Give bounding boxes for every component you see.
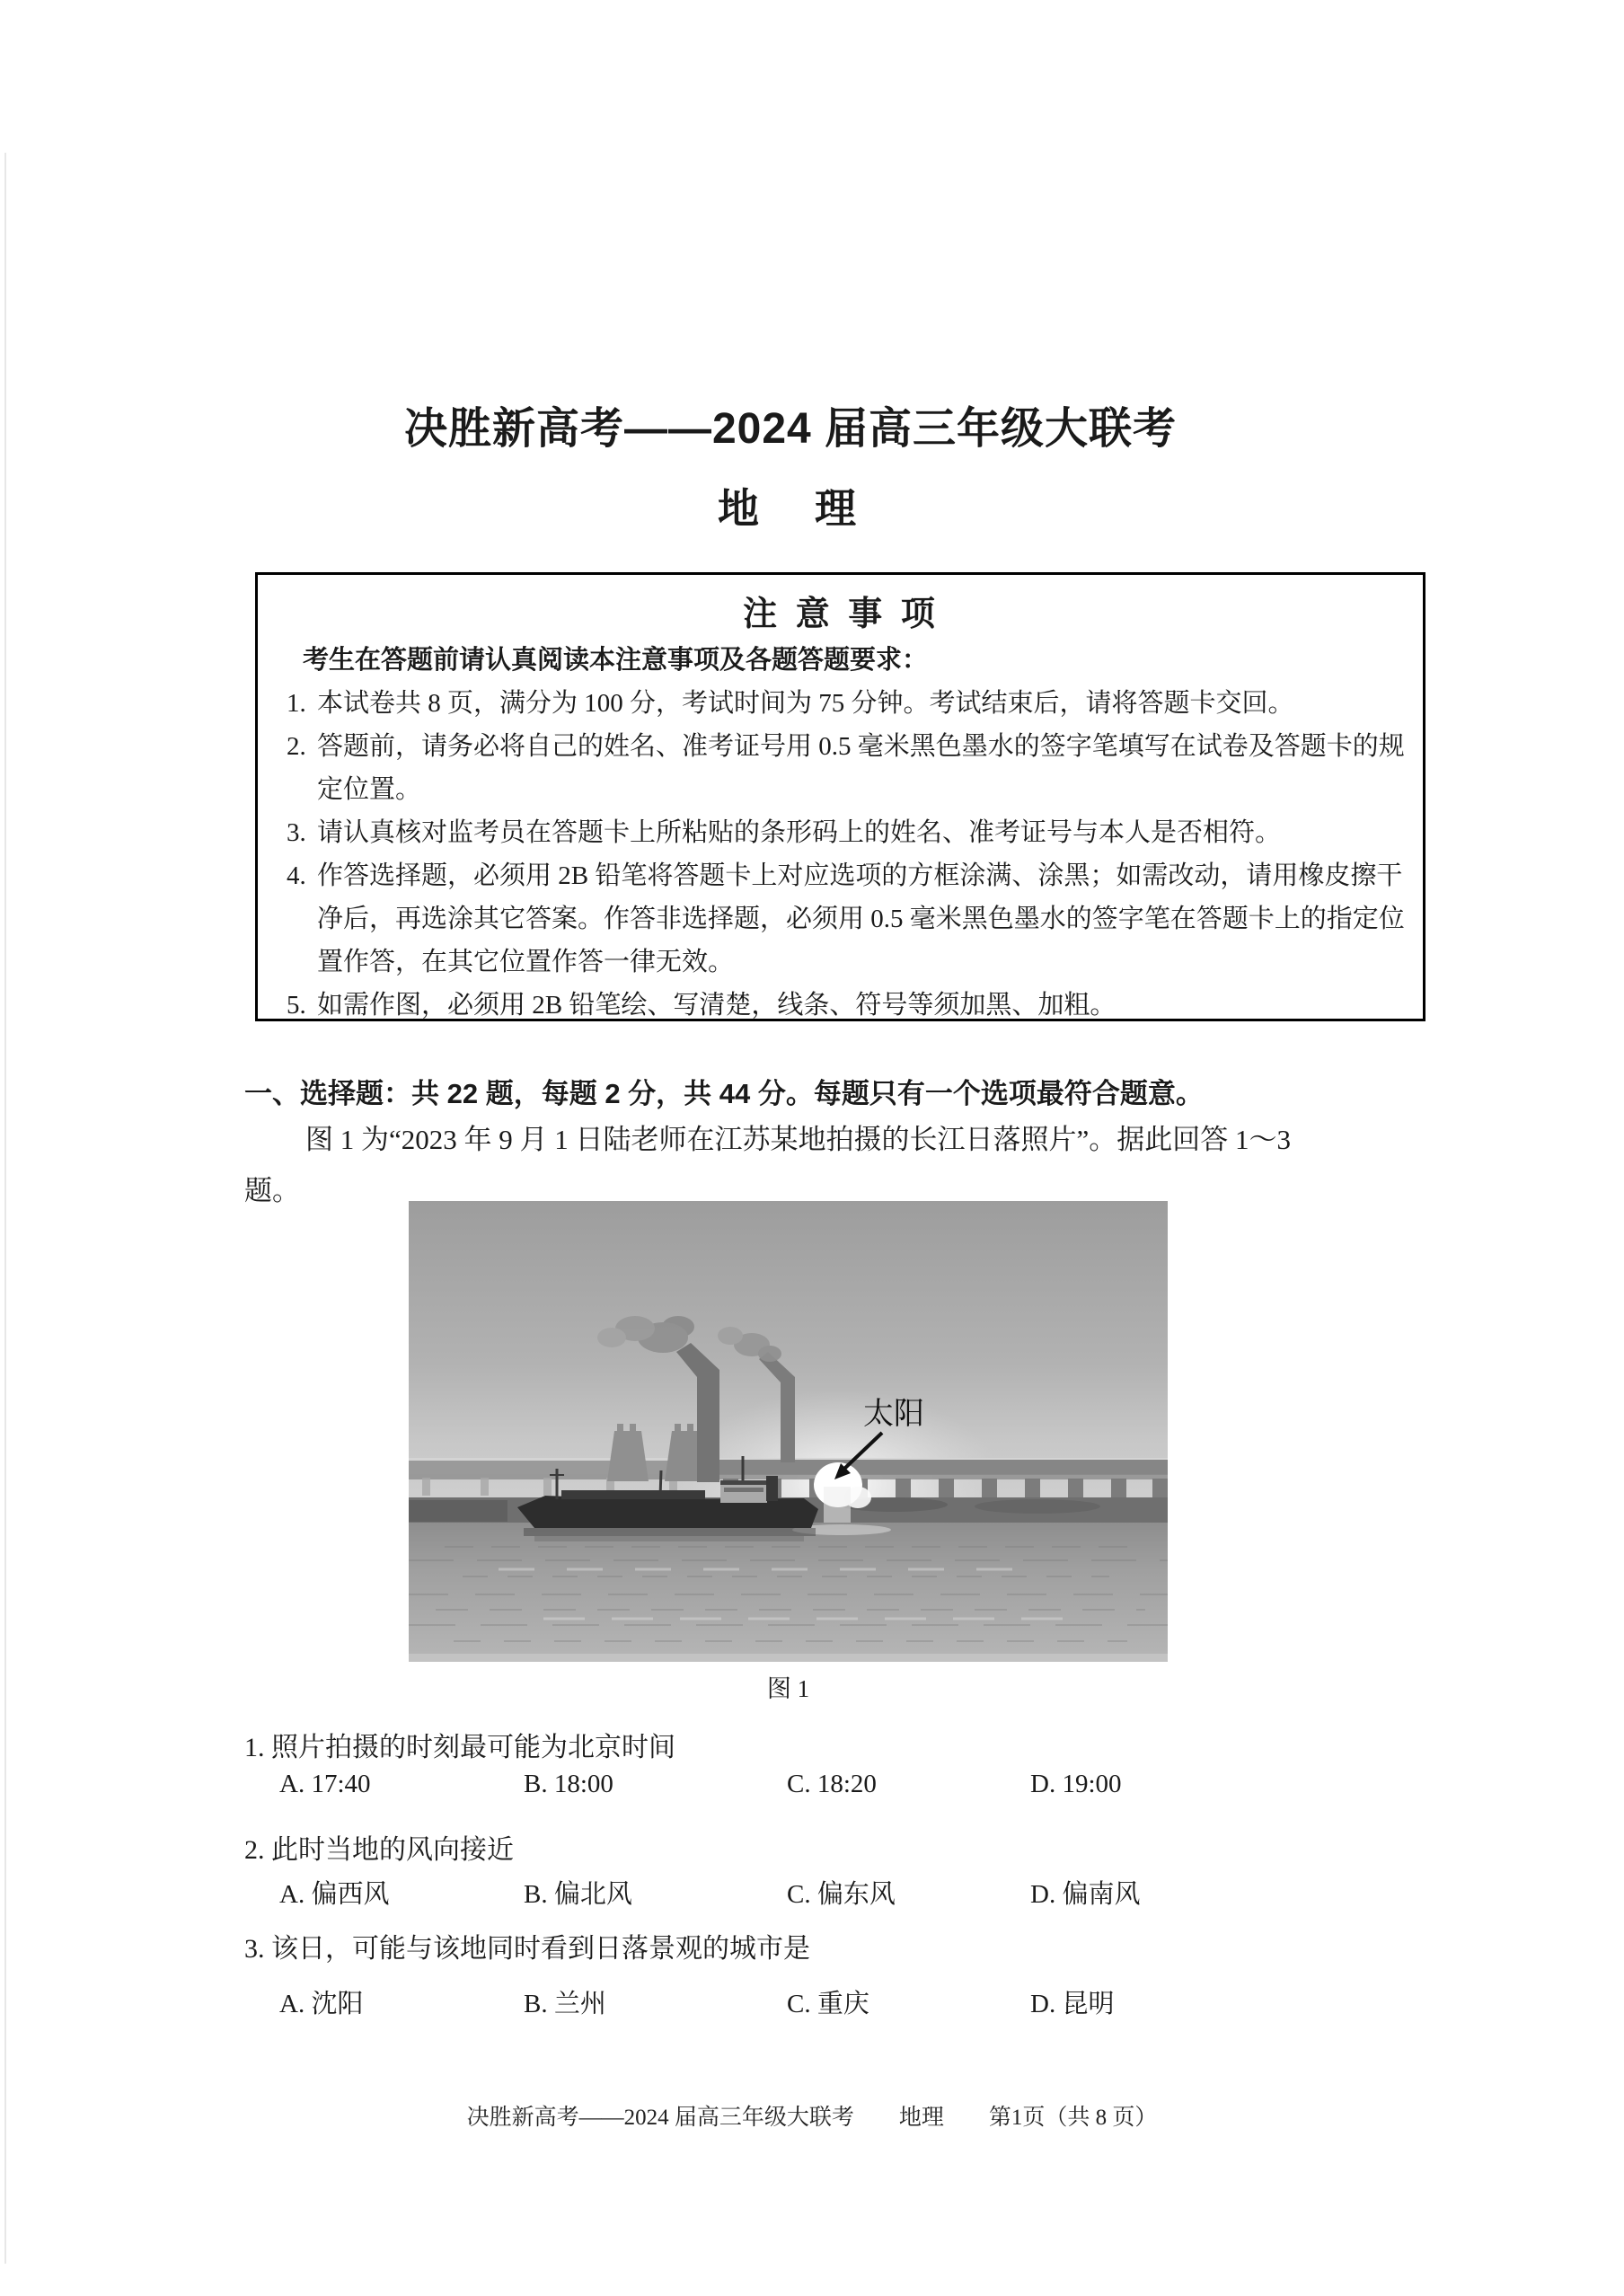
notice-item-text: 作答选择题，必须用 2B 铅笔将答题卡上对应选项的方框涂满、涂黑；如需改动，请用橡皮擦干净后，再选涂其它答案。作答非选择题，必须用 0.5 毫米黑色墨水的签字笔在答题卡上的指定位置作答，在其它位置作答一律无效。 [317, 861, 1405, 976]
notice-item [276, 725, 1407, 811]
notice-item-text: 本试卷共 8 页，满分为 100 分，考试时间为 75 分钟。考试结束后，请将答题卡交回。 [317, 689, 1294, 718]
question-3-options [0, 1983, 1624, 2021]
question-2-options [0, 1874, 1624, 1912]
question-3-stem: 3. 该日，可能与该地同时看到日落景观的城市是 [244, 1934, 810, 1964]
figure-caption: 图 1 [766, 1675, 810, 1702]
option-c: C. 重庆 [787, 1990, 869, 2018]
option-c: C. 偏东风 [787, 1880, 896, 1909]
notice-item-text: 请认真核对监考员在答题卡上所粘贴的条形码上的姓名、准考证号与本人是否相符。 [317, 818, 1282, 847]
question-group-intro-line1: 图 1 为“2023 年 9 月 1 日陆老师在江苏某地拍摄的长江日落照片”。据此回答 1～3 [305, 1124, 1292, 1155]
question-1-options [0, 1770, 1624, 1807]
notice-box [255, 572, 1425, 1021]
section-heading: 一、选择题：共 22 题，每题 2 分，共 44 分。每题只有一个选项最符合题意。 [244, 1078, 1204, 1109]
option-b: B. 兰州 [524, 1990, 606, 2018]
option-c: C. 18:20 [787, 1770, 877, 1798]
option-a: A. 偏西风 [279, 1880, 390, 1909]
sun-label: 太阳 [863, 1397, 924, 1431]
page-footer: 决胜新高考——2024 届高三年级大联考 地理 第1页（共 8 页） [466, 2106, 1158, 2130]
notice-item-number: 3. [287, 818, 306, 847]
notice-item-number: 4. [287, 861, 306, 890]
notice-item [276, 854, 1407, 984]
option-d: D. 偏南风 [1030, 1880, 1141, 1909]
notice-item-number: 2. [287, 732, 306, 761]
notice-title: 注 意 事 项 [743, 596, 940, 633]
question-2-stem: 2. 此时当地的风向接近 [244, 1835, 514, 1865]
subject-title: 地 理 [718, 485, 863, 532]
notice-item-text: 如需作图，必须用 2B 铅笔绘、写清楚，线条、符号等须加黑、加粗。 [317, 991, 1116, 1020]
option-d: D. 19:00 [1030, 1770, 1122, 1798]
notice-item-number: 5. [287, 991, 306, 1020]
notice-item-number: 1. [287, 689, 306, 718]
option-a: A. 17:40 [279, 1770, 371, 1798]
notice-item [276, 984, 1407, 1027]
notice-list [276, 682, 1407, 1027]
page-title: 决胜新高考——2024 届高三年级大联考 [403, 405, 1178, 453]
scan-edge-artifact [4, 153, 6, 2264]
photo-bottom-light-edge [409, 1654, 1168, 1662]
question-group-intro-line2: 题。 [244, 1175, 300, 1206]
notice-item [276, 811, 1407, 854]
option-a: A. 沈阳 [279, 1990, 364, 2018]
option-b: B. 18:00 [524, 1770, 613, 1798]
notice-intro: 考生在答题前请认真阅读本注意事项及各题答题要求： [303, 646, 929, 675]
notice-item [276, 682, 1407, 725]
option-b: B. 偏北风 [524, 1880, 632, 1909]
question-1-stem: 1. 照片拍摄的时刻最可能为北京时间 [244, 1733, 675, 1762]
notice-item-text: 答题前，请务必将自己的姓名、准考证号用 0.5 毫米黑色墨水的签字笔填写在试卷及答题卡的规定位置。 [317, 732, 1405, 804]
option-d: D. 昆明 [1030, 1990, 1115, 2018]
figure-1-photo [409, 1201, 1168, 1662]
sunset-photo [409, 1201, 1168, 1662]
